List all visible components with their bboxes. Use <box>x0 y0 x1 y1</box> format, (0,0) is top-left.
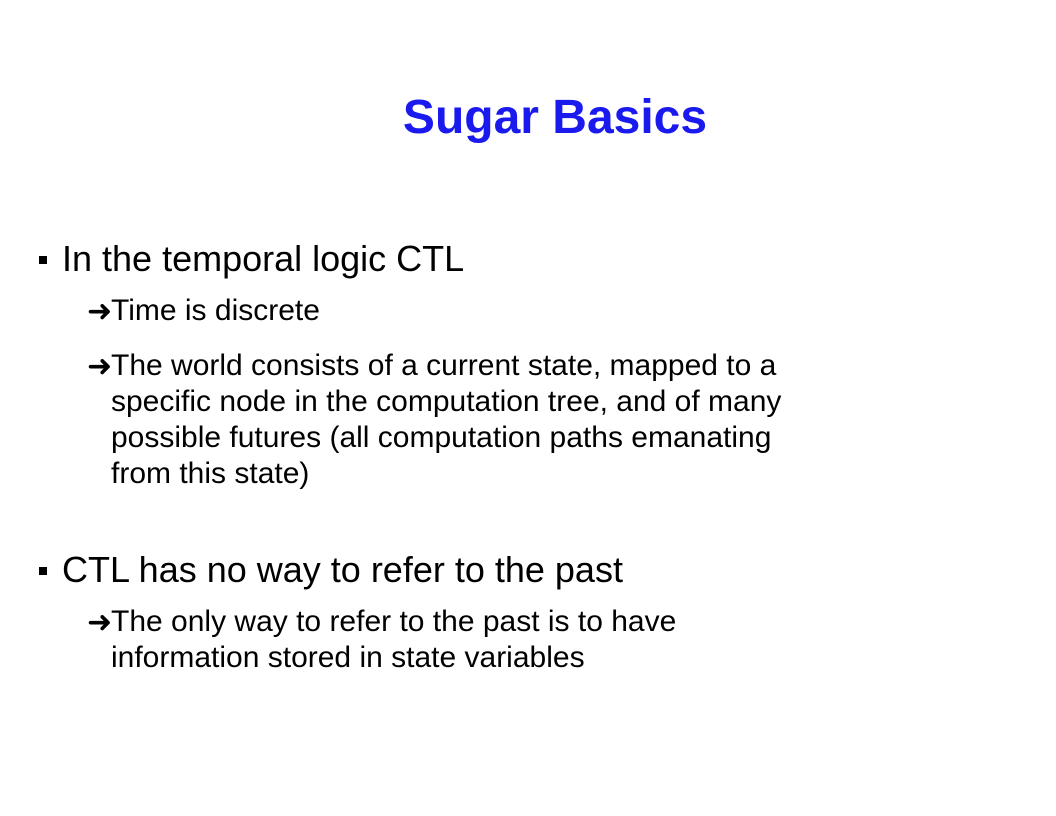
right-arrow-icon: ➜ <box>87 294 113 329</box>
right-arrow-icon: ➜ <box>87 605 113 640</box>
sub-bullet-item <box>87 348 782 492</box>
sub-bullet-line: information stored in state variables <box>111 641 585 674</box>
sub-bullet-line: Time is discrete <box>111 294 320 327</box>
sub-bullet-item <box>87 293 320 329</box>
right-arrow-icon: ➜ <box>87 349 113 384</box>
sub-bullet-item <box>87 604 677 676</box>
bullet-text: CTL has no way to refer to the past <box>62 549 623 590</box>
sub-bullet-line: The only way to refer to the past is to have <box>111 605 677 638</box>
sub-bullet-line: possible futures (all computation paths emanating <box>111 421 772 454</box>
bullet-text: In the temporal logic CTL <box>62 238 465 279</box>
sub-bullet-line: from this state) <box>111 457 310 490</box>
sub-bullet-line: The world consists of a current state, mapped to a <box>111 349 777 382</box>
bullet-item <box>62 239 464 279</box>
slide-title: Sugar Basics <box>402 91 708 144</box>
square-bullet-icon <box>39 567 47 575</box>
bullet-item <box>62 550 623 590</box>
square-bullet-icon <box>39 256 47 264</box>
sub-bullet-line: specific node in the computation tree, and of many <box>111 385 782 418</box>
